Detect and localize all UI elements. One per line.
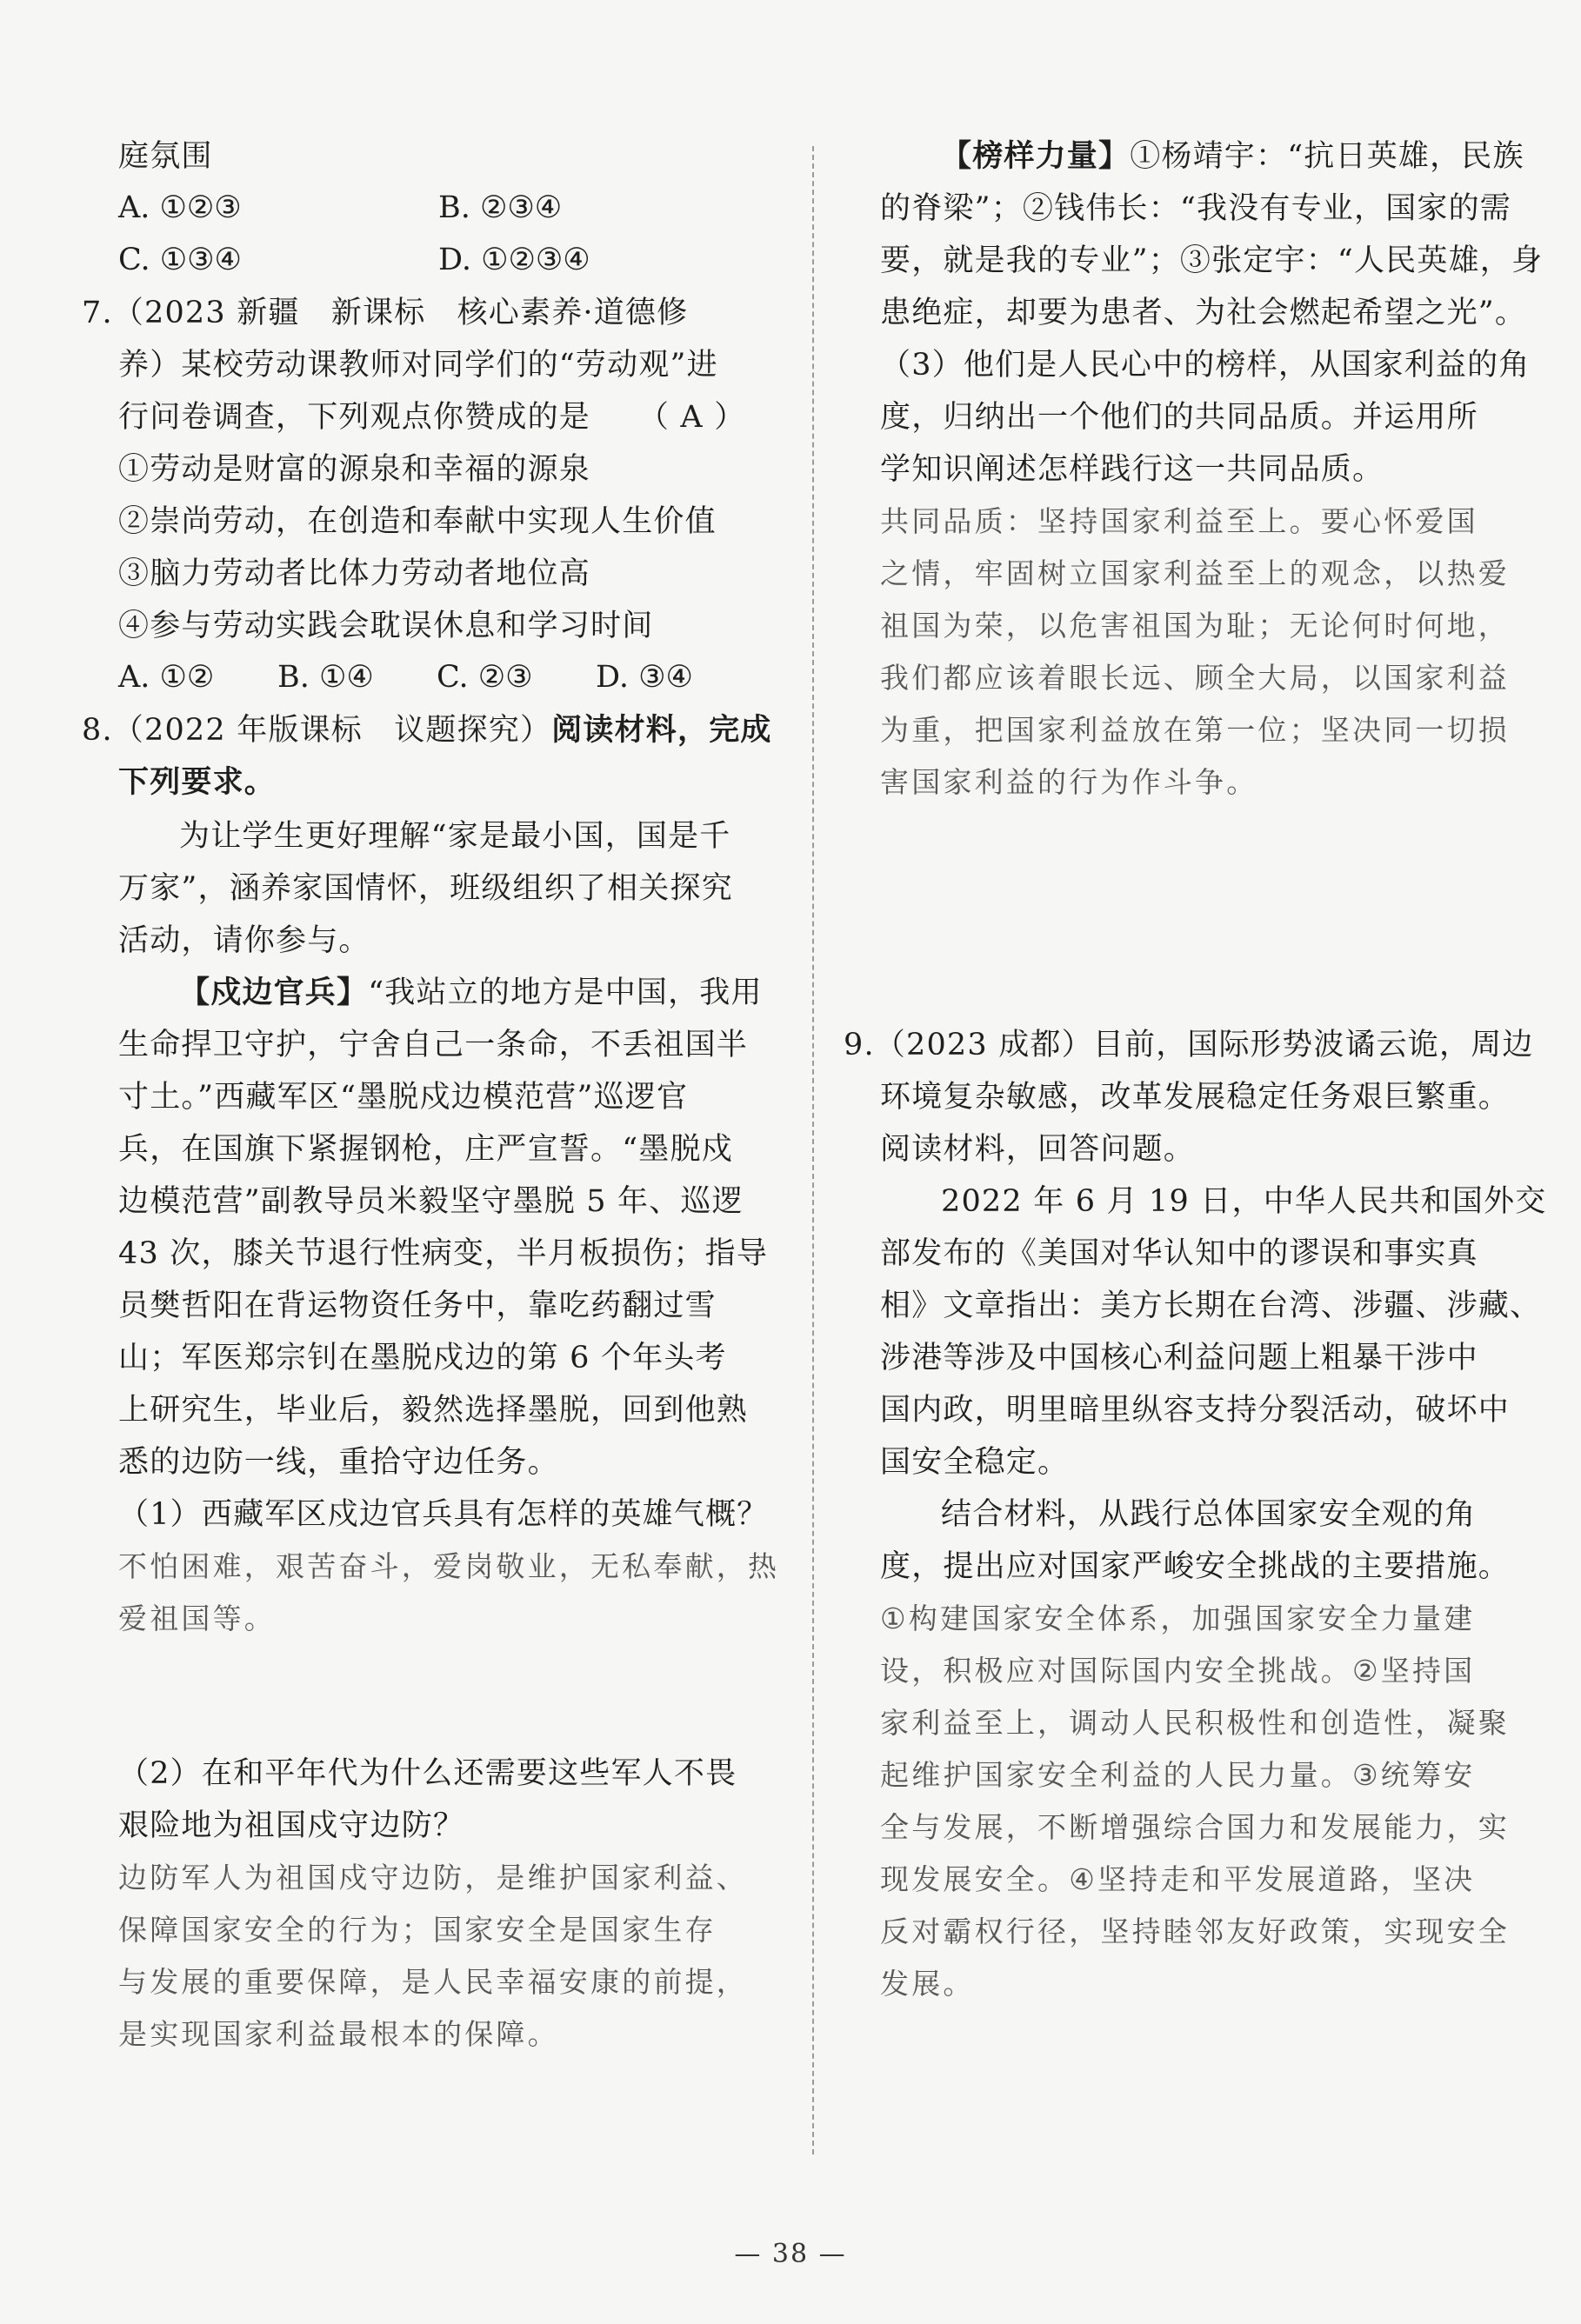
role-model-line: 要，就是我的专业”；③张定宇：“人民英雄，身 bbox=[880, 243, 1544, 278]
q8-sub1-answer: 爱祖国等。 bbox=[118, 1601, 276, 1635]
sub3-question: 度，归纳出一个他们的共同品质。并运用所 bbox=[880, 400, 1478, 435]
q8-material-line: 山；军医郑宗钊在墨脱戍边的第 6 个年头考 bbox=[118, 1341, 727, 1375]
material-tag: 【戍边官兵】 bbox=[179, 976, 369, 1010]
q9-line-2: 环境复杂敏感，改革发展稳定任务艰巨繁重。 bbox=[880, 1080, 1511, 1115]
q7-line-2: 养）某校劳动课教师对同学们的“劳动观”进 bbox=[118, 348, 718, 383]
q9-answer: 发展。 bbox=[880, 1967, 975, 2001]
q6-option-c: C. ①③④ bbox=[118, 243, 242, 277]
q9-question: 度，提出应对国家严峻安全挑战的主要措施。 bbox=[880, 1549, 1511, 1584]
column-divider bbox=[812, 146, 814, 2154]
q7-line-1: 7.（2023 新疆 新课标 核心素养·道德修 bbox=[82, 296, 689, 330]
q8-material-line: 寸土。”西藏军区“墨脱戍边模范营”巡逻官 bbox=[118, 1080, 689, 1115]
q8-sub2-answer: 是实现国家利益最根本的保障。 bbox=[118, 2017, 559, 2051]
role-model-line: 患绝症，却要为患者、为社会燃起希望之光”。 bbox=[880, 296, 1527, 330]
q7-option-d: D. ③④ bbox=[596, 660, 693, 695]
q7-statement-4: ④参与劳动实践会耽误休息和学习时间 bbox=[118, 609, 654, 643]
q9-answer: 全与发展，不断增强综合国力和发展能力，实 bbox=[880, 1810, 1510, 1844]
q9-answer: 反对霸权行径，坚持睦邻友好政策，实现安全 bbox=[880, 1914, 1510, 1948]
role-model-line: 的脊梁”；②钱伟长：“我没有专业，国家的需 bbox=[880, 191, 1511, 226]
q8-material-line: 边模范营”副教导员米毅坚守墨脱 5 年、巡逻 bbox=[118, 1184, 744, 1219]
q9-answer: 起维护国家安全利益的人民力量。③统筹安 bbox=[880, 1758, 1476, 1792]
q6-option-a: A. ①②③ bbox=[118, 190, 242, 225]
sub3-answer: 我们都应该着眼长远、顾全大局，以国家利益 bbox=[880, 661, 1510, 695]
q9-material: 2022 年 6 月 19 日，中华人民共和国外交 bbox=[941, 1184, 1547, 1219]
q8-material-line: 兵，在国旗下紧握钢枪，庄严宣誓。“墨脱戍 bbox=[118, 1132, 733, 1167]
q6-option-b: B. ②③④ bbox=[438, 190, 563, 225]
q7-line-3: 行问卷调查，下列观点你赞成的是 （ A ） bbox=[118, 400, 746, 435]
q7-statement-2: ②崇尚劳动，在创造和奉献中实现人生价值 bbox=[118, 504, 717, 539]
q8-material-line: 43 次，膝关节退行性病变，半月板损伤；指导 bbox=[118, 1236, 769, 1271]
q8-material-line: 上研究生，毕业后，毅然选择墨脱，回到他熟 bbox=[118, 1393, 749, 1428]
q7-option-b: B. ①④ bbox=[277, 660, 374, 695]
sub3-answer: 祖国为荣，以危害祖国为耻；无论何时何地， bbox=[880, 609, 1510, 643]
q8-line-2: 下列要求。 bbox=[118, 765, 277, 800]
q9-answer: 家利益至上，调动人民积极性和创造性，凝聚 bbox=[880, 1706, 1510, 1740]
q7-option-a: A. ①② bbox=[118, 660, 215, 695]
sub3-answer: 之情，牢固树立国家利益至上的观念，以热爱 bbox=[880, 556, 1510, 590]
q8-material-line: 生命捍卫守护，宁舍自己一条命，不丢祖国半 bbox=[118, 1028, 749, 1062]
q9-material: 国安全稳定。 bbox=[880, 1445, 1070, 1480]
q8-instruction: 阅读材料，完成 bbox=[551, 713, 772, 748]
q7-statement-1: ①劳动是财富的源泉和幸福的源泉 bbox=[118, 452, 591, 487]
q7-option-c: C. ②③ bbox=[437, 660, 533, 695]
page-number: — 38 — bbox=[734, 2239, 847, 2269]
q8-line-1 bbox=[82, 711, 772, 749]
q9-material: 相》文章指出：美方长期在台湾、涉疆、涉藏、 bbox=[880, 1289, 1542, 1323]
q8-sub1-question: （1）西藏军区戍边官兵具有怎样的英雄气概？ bbox=[118, 1497, 769, 1532]
q9-material: 部发布的《美国对华认知中的谬误和事实真 bbox=[880, 1236, 1478, 1271]
sub3-answer: 共同品质：坚持国家利益至上。要心怀爱国 bbox=[880, 504, 1478, 538]
q8-sub2-answer: 保障国家安全的行为；国家安全是国家生存 bbox=[118, 1913, 717, 1947]
q9-material: 涉港等涉及中国核心利益问题上粗暴干涉中 bbox=[880, 1341, 1478, 1375]
q8-intro-1: 为让学生更好理解“家是最小国，国是千 bbox=[179, 819, 731, 854]
q8-sub2-question: 艰险地为祖国戍守边防？ bbox=[118, 1808, 465, 1843]
q8-sub1-answer: 不怕困难，艰苦奋斗，爱岗敬业，无私奉献，热 bbox=[118, 1549, 780, 1583]
q9-line-1: 9.（2023 成都）目前，国际形势波谲云诡，周边 bbox=[844, 1028, 1534, 1062]
q6-option-d: D. ①②③④ bbox=[438, 243, 590, 277]
sub3-question: （3）他们是人民心中的榜样，从国家利益的角 bbox=[880, 348, 1531, 383]
q8-material-line: 员樊哲阳在背运物资任务中，靠吃药翻过雪 bbox=[118, 1289, 717, 1323]
q8-sub2-question: （2）在和平年代为什么还需要这些军人不畏 bbox=[118, 1756, 737, 1791]
q9-answer: 现发展安全。④坚持走和平发展道路，坚决 bbox=[880, 1862, 1476, 1896]
q8-sub2-answer: 边防军人为祖国戍守边防，是维护国家利益、 bbox=[118, 1861, 748, 1894]
sub3-answer: 害国家利益的行为作斗争。 bbox=[880, 765, 1258, 799]
q8-sub2-answer: 与发展的重要保障，是人民幸福安康的前提， bbox=[118, 1965, 748, 1999]
q6-tail: 庭氛围 bbox=[118, 139, 213, 174]
q9-material: 国内政，明里暗里纵容支持分裂活动，破坏中 bbox=[880, 1393, 1511, 1428]
q8-material-first: 【戍边官兵】“我站立的地方是中国，我用 bbox=[179, 976, 763, 1010]
role-model-tag: 【榜样力量】 bbox=[941, 139, 1131, 174]
q8-intro-2: 万家”，涵养家国情怀，班级组织了相关探究 bbox=[118, 871, 733, 906]
sub3-question: 学知识阐述怎样践行这一共同品质。 bbox=[880, 452, 1384, 487]
q9-question: 结合材料，从践行总体国家安全观的角 bbox=[941, 1497, 1477, 1532]
sub3-answer: 为重，把国家利益放在第一位；坚决同一切损 bbox=[880, 713, 1510, 747]
q8-source: 8.（2022 年版课标 议题探究） bbox=[82, 713, 552, 748]
q9-answer: ①构建国家安全体系，加强国家安全力量建 bbox=[880, 1601, 1476, 1635]
q9-line-3: 阅读材料，回答问题。 bbox=[880, 1132, 1196, 1167]
q9-answer: 设，积极应对国际国内安全挑战。②坚持国 bbox=[880, 1654, 1476, 1688]
q8-intro-3: 活动，请你参与。 bbox=[118, 923, 370, 958]
q7-statement-3: ③脑力劳动者比体力劳动者地位高 bbox=[118, 556, 591, 591]
q8-material-line: 悉的边防一线，重拾守边任务。 bbox=[118, 1445, 559, 1480]
role-model-first: 【榜样力量】①杨靖宇：“抗日英雄，民族 bbox=[941, 139, 1524, 174]
